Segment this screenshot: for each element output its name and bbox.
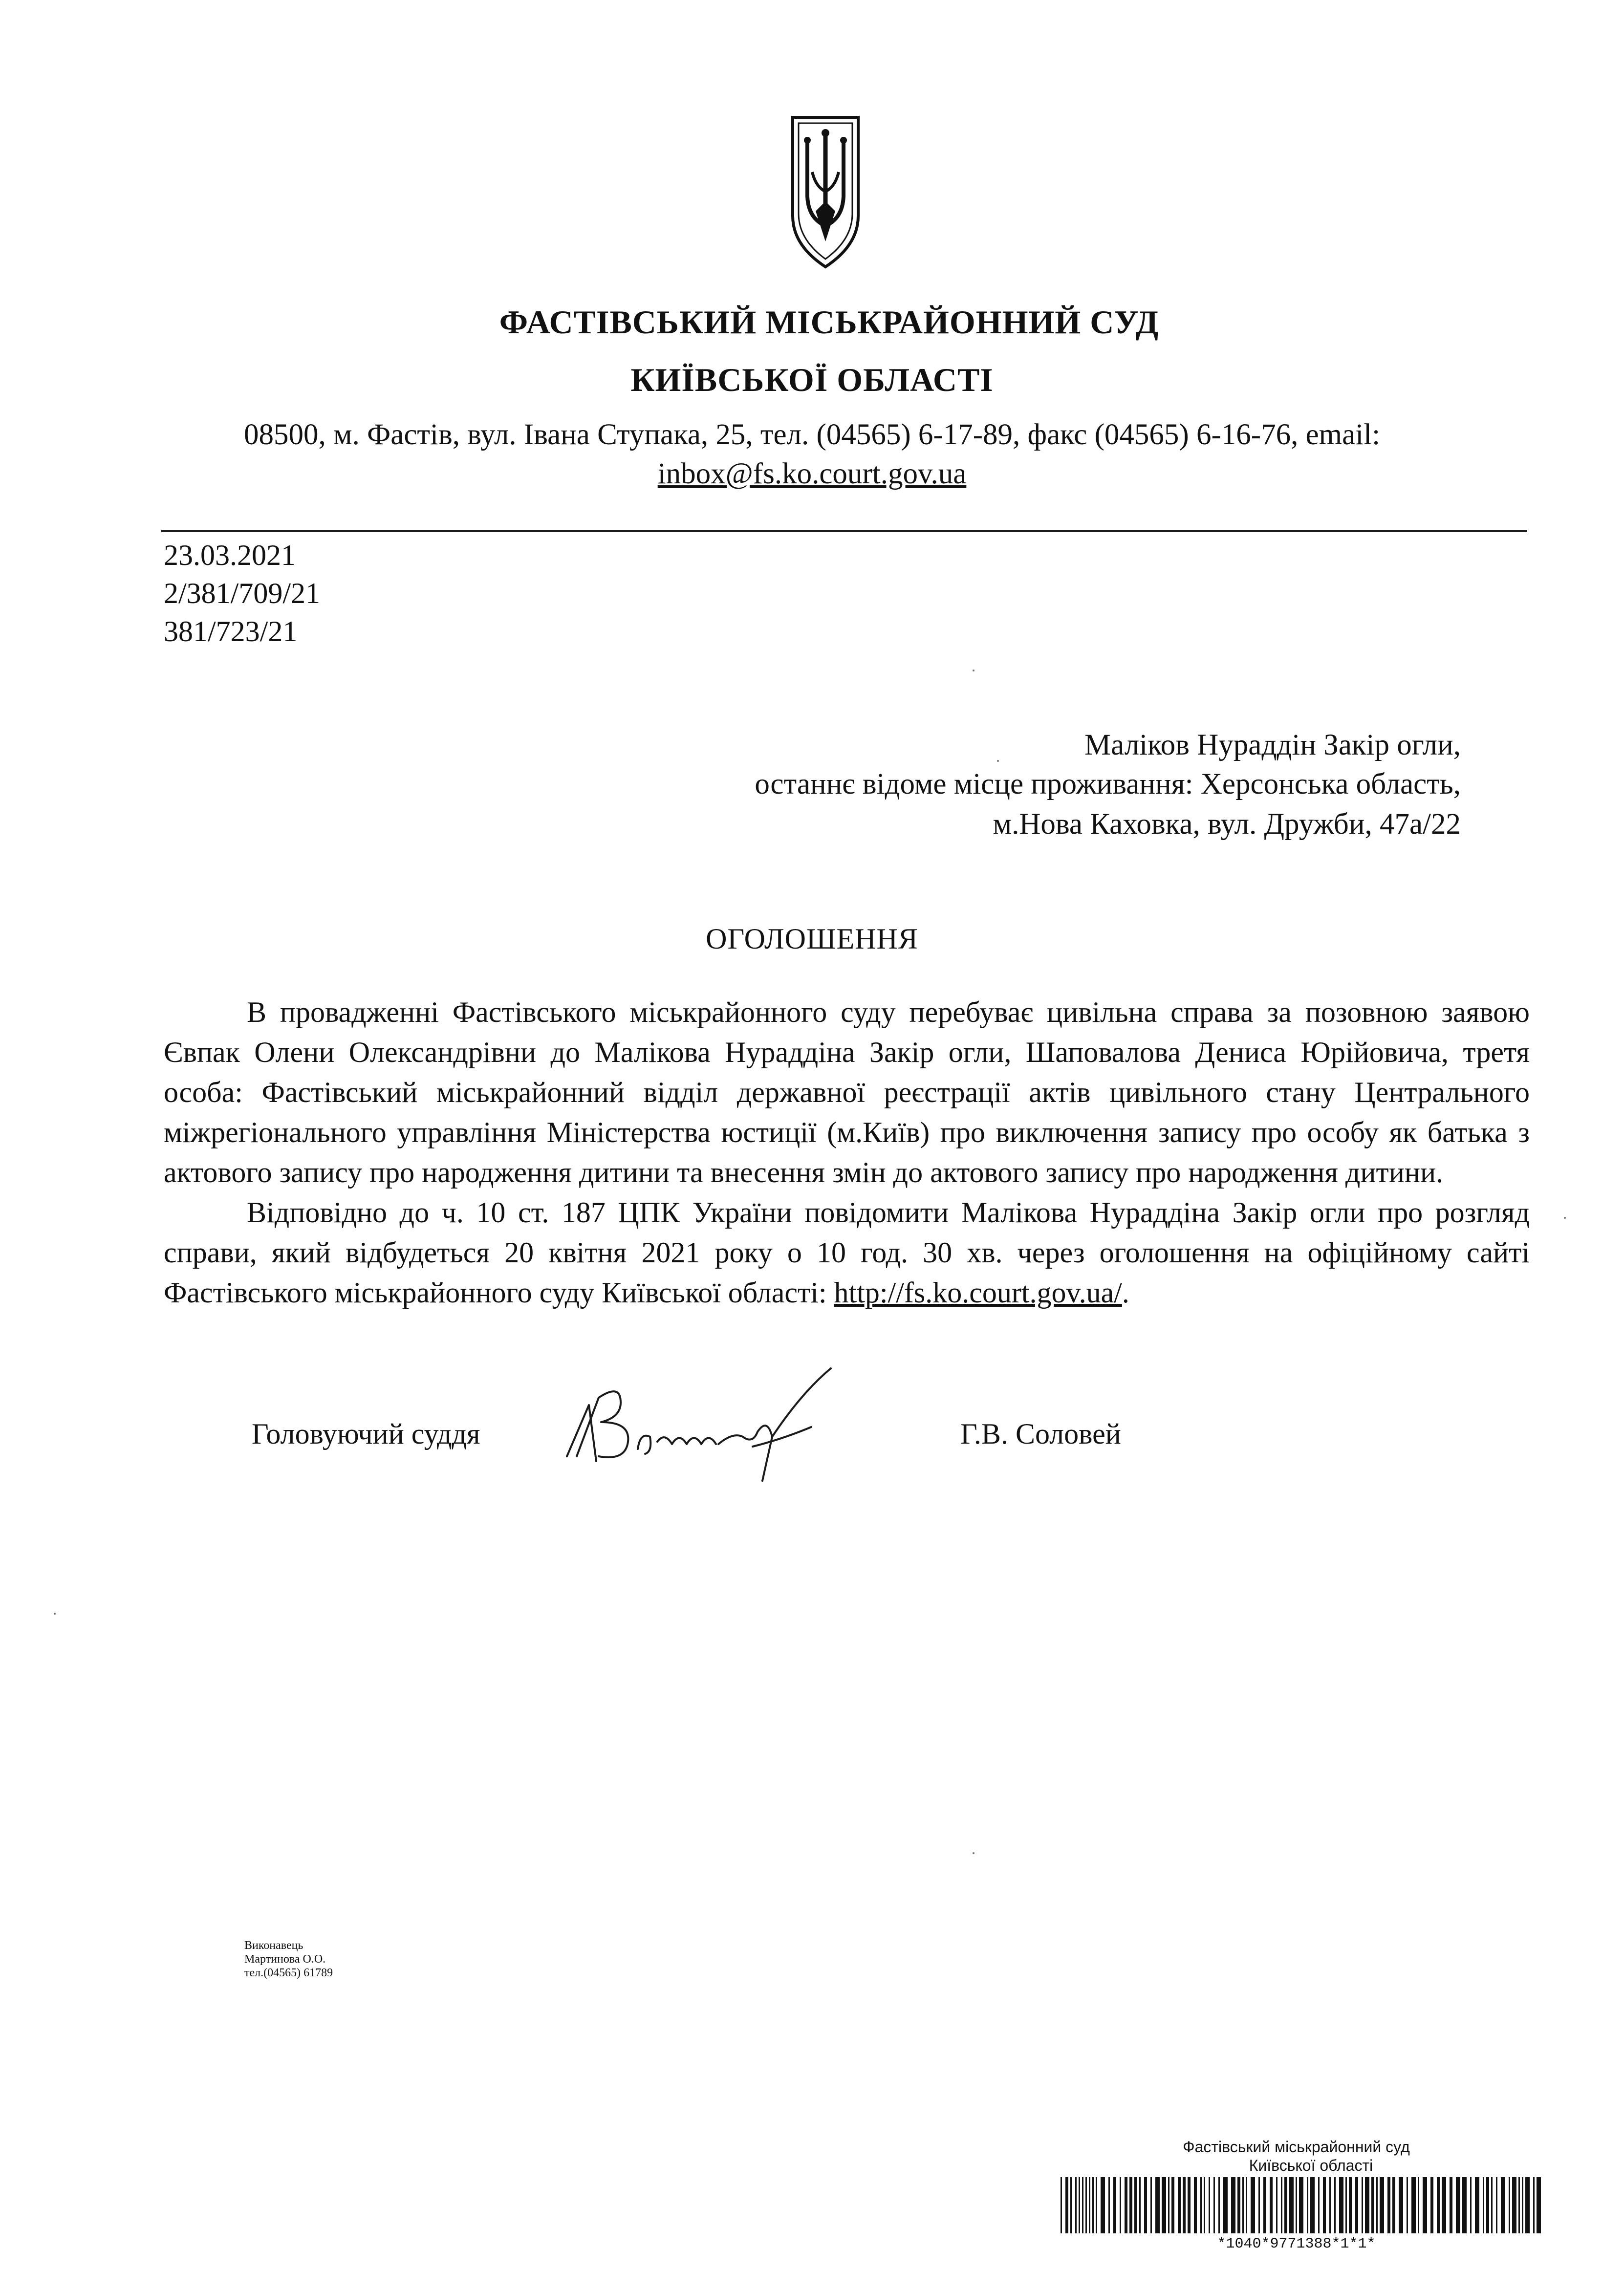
barcode-bar — [1345, 2177, 1347, 2233]
trident-coat-of-arms-icon — [789, 113, 862, 271]
barcode-bar — [1263, 2177, 1266, 2233]
barcode-bar — [1188, 2177, 1191, 2233]
court-email-link[interactable]: inbox@fs.ko.court.gov.ua — [657, 457, 967, 490]
barcode-bar — [1134, 2177, 1137, 2233]
barcode-bar — [1144, 2177, 1147, 2233]
barcode-bar — [1200, 2177, 1202, 2233]
barcode-bar — [1237, 2177, 1240, 2233]
document-date: 23.03.2021 — [164, 539, 296, 571]
addressee-name: Маліков Нураддін Закір огли, — [1084, 729, 1461, 761]
addressee-address: м.Нова Каховка, вул. Дружби, 47а/22 — [993, 808, 1461, 841]
notice-heading: ОГОЛОШЕННЯ — [706, 923, 918, 955]
barcode-bar — [1334, 2177, 1336, 2233]
barcode-bar — [1483, 2177, 1484, 2233]
barcode-bar — [1289, 2177, 1294, 2233]
court-name: ФАСТІВСЬКИЙ МІСЬКРАЙОННИЙ СУД — [499, 303, 1159, 341]
scan-speck — [1564, 1217, 1566, 1219]
barcode-bar — [1092, 2177, 1094, 2233]
barcode-bar — [1430, 2177, 1433, 2233]
barcode-bar — [1085, 2177, 1087, 2233]
barcode-bar — [1380, 2177, 1384, 2233]
barcode-bar — [1501, 2177, 1505, 2233]
barcode-bar — [1537, 2177, 1541, 2233]
barcode-bar — [1075, 2177, 1077, 2233]
barcode-bar — [1150, 2177, 1152, 2233]
court-address: 08500, м. Фастів, вул. Івана Ступака, 25, тел. (04565) 6-17-89, факс (04565) 6-16-76, email: — [243, 418, 1381, 451]
barcode-bar — [1125, 2177, 1127, 2233]
notice-body — [164, 992, 1530, 1313]
registry-stamp — [1051, 2138, 1542, 2272]
executor-phone: тел.(04565) 61789 — [244, 1967, 333, 1979]
barcode-bar — [1392, 2177, 1395, 2233]
judge-name: Г.В. Соловей — [960, 1418, 1121, 1450]
barcode-bar — [1223, 2177, 1228, 2233]
barcode-bar — [1246, 2177, 1247, 2233]
barcode-bar — [1512, 2177, 1516, 2233]
barcode-bar — [1329, 2177, 1331, 2233]
barcode-bar — [1491, 2177, 1493, 2233]
barcode-bar — [1270, 2177, 1273, 2233]
barcode-bar — [1442, 2177, 1446, 2233]
paragraph-period: . — [1122, 1276, 1129, 1309]
court-region: КИЇВСЬКОЇ ОБЛАСТІ — [630, 361, 994, 398]
barcode-bar — [1323, 2177, 1326, 2233]
barcode-bar — [1407, 2177, 1408, 2233]
barcode-bar — [1155, 2177, 1160, 2233]
barcode-bar — [1089, 2177, 1090, 2233]
barcode-bar — [1218, 2177, 1220, 2233]
scan-speck — [973, 670, 974, 671]
barcode — [1061, 2177, 1544, 2233]
barcode-bar — [1162, 2177, 1166, 2233]
barcode-bar — [1362, 2177, 1363, 2233]
proceeding-number: 381/723/21 — [164, 615, 298, 648]
stamp-court-name: Фастівський міськрайонний суд — [1183, 2138, 1410, 2156]
barcode-bar — [1101, 2177, 1105, 2233]
barcode-bar — [1065, 2177, 1068, 2233]
barcode-bar — [1213, 2177, 1215, 2233]
barcode-bar — [1522, 2177, 1523, 2233]
notice-paragraph — [164, 1192, 1530, 1313]
barcode-bar — [1456, 2177, 1460, 2233]
barcode-bar — [1339, 2177, 1343, 2233]
barcode-bar — [1209, 2177, 1210, 2233]
barcode-bar — [1418, 2177, 1419, 2233]
barcode-bar — [1310, 2177, 1315, 2233]
barcode-bar — [1462, 2177, 1467, 2233]
barcode-bar — [1194, 2177, 1197, 2233]
judge-title: Головуючий суддя — [252, 1418, 480, 1450]
barcode-bar — [1509, 2177, 1510, 2233]
barcode-bar — [1281, 2177, 1282, 2233]
barcode-bar — [1258, 2177, 1260, 2233]
barcode-bar — [1296, 2177, 1297, 2233]
barcode-bar — [1371, 2177, 1374, 2233]
barcode-bar — [1113, 2177, 1116, 2233]
executor-label: Виконавець — [244, 1939, 303, 1952]
barcode-bar — [1061, 2177, 1062, 2233]
notice-paragraph: В провадженні Фастівського міськрайонного суду перебуває цивільна справа за позовною заявою Євпак Олени Олександрівни до Малікова Нураддіна Закір огли, Шаповалова Дениса Юрійовича, третя особа: Фастівський міськрайонний відділ державної реєстрації актів цивільного стану Центрального міжрегіонального управління Міністерства юстиції (м.Київ) про виключення запису про особу як батька з актового запису про народження дитини та внесення змін до актового запису про народження дитини. — [164, 996, 1530, 1189]
stamp-court-region: Київської області — [1249, 2157, 1373, 2174]
barcode-bar — [1204, 2177, 1205, 2233]
barcode-bar — [1178, 2177, 1181, 2233]
barcode-bar — [1139, 2177, 1141, 2233]
barcode-bar — [1070, 2177, 1072, 2233]
barcode-bar — [1082, 2177, 1083, 2233]
barcode-bar — [1355, 2177, 1358, 2233]
header-divider — [161, 530, 1527, 532]
court-website-link[interactable]: http://fs.ko.court.gov.ua/ — [834, 1276, 1122, 1309]
barcode-number: *1040*9771388*1*1* — [1217, 2236, 1376, 2252]
scan-speck — [973, 1852, 974, 1854]
barcode-bar — [1307, 2177, 1308, 2233]
barcode-bar — [1096, 2177, 1097, 2233]
barcode-bar — [1470, 2177, 1472, 2233]
barcode-bar — [1276, 2177, 1278, 2233]
barcode-bar — [1183, 2177, 1186, 2233]
barcode-bar — [1411, 2177, 1416, 2233]
barcode-bar — [1299, 2177, 1303, 2233]
barcode-bar — [1284, 2177, 1287, 2233]
notice-paragraph-text: Відповідно до ч. 10 ст. 187 ЦПК України повідомити Малікова Нураддіна Закір огли про розгляд справи, який відбудеться 20 квітня 2021 року о 10 год. 30 хв. через оголошення на офіційному сайті Фастівського міськрайонного суду Київської області: — [164, 1196, 1530, 1309]
barcode-bar — [1533, 2177, 1535, 2233]
barcode-bar — [1349, 2177, 1352, 2233]
addressee-residence: останнє відоме місце проживання: Херсонська область, — [755, 768, 1461, 800]
barcode-bar — [1475, 2177, 1479, 2233]
barcode-bar — [1496, 2177, 1497, 2233]
barcode-bar — [1518, 2177, 1520, 2233]
barcode-bar — [1079, 2177, 1080, 2233]
barcode-bar — [1525, 2177, 1530, 2233]
barcode-bar — [1108, 2177, 1110, 2233]
barcode-bar — [1486, 2177, 1489, 2233]
executor-name: Мартинова О.О. — [244, 1953, 326, 1966]
barcode-bar — [1242, 2177, 1244, 2233]
barcode-bar — [1129, 2177, 1132, 2233]
scan-speck — [54, 1613, 56, 1615]
handwritten-signature — [547, 1359, 860, 1486]
barcode-bar — [1423, 2177, 1427, 2233]
scan-speck — [997, 760, 999, 762]
barcode-bar — [1437, 2177, 1440, 2233]
barcode-bar — [1168, 2177, 1169, 2233]
barcode-bar — [1251, 2177, 1255, 2233]
barcode-bar — [1231, 2177, 1235, 2233]
barcode-bar — [1376, 2177, 1378, 2233]
barcode-bar — [1365, 2177, 1369, 2233]
barcode-bar — [1120, 2177, 1121, 2233]
barcode-bar — [1450, 2177, 1452, 2233]
case-number: 2/381/709/21 — [164, 577, 321, 609]
barcode-bar — [1318, 2177, 1320, 2233]
barcode-bar — [1399, 2177, 1403, 2233]
barcode-bar — [1387, 2177, 1390, 2233]
barcode-bar — [1171, 2177, 1174, 2233]
